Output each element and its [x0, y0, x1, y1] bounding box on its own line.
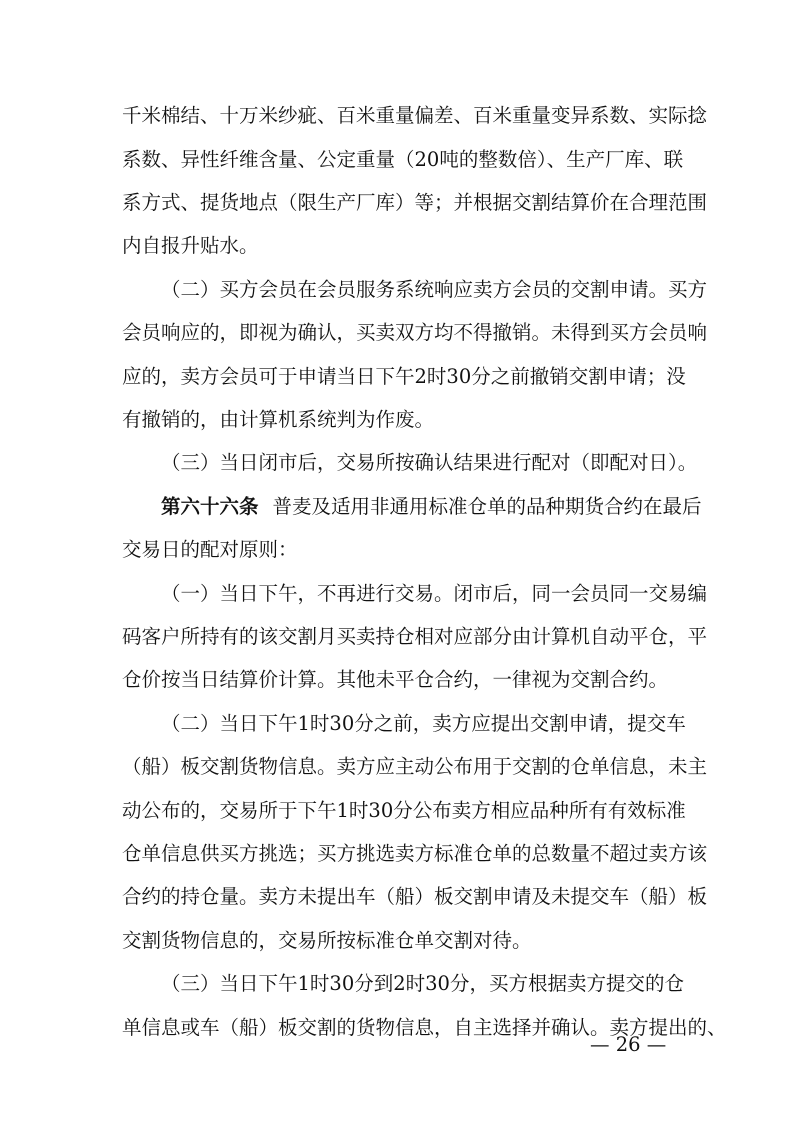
paragraph-line: （三）当日闭市后，交易所按确认结果进行配对（即配对日）。 [161, 451, 698, 474]
paragraph-line: 会员响应的，即视为确认，买卖双方均不得撤销。未得到买方会员响 [122, 321, 708, 344]
paragraph-line: 合约的持仓量。卖方未提出车（船）板交割申请及未提交车（船）板 [122, 885, 708, 908]
paragraph-line: 交易日的配对原则： [122, 538, 298, 561]
paragraph-line: （二）当日下午1时30分之前，卖方应提出交割申请，提交车 [161, 712, 686, 735]
paragraph-line: （船）板交割货物信息。卖方应主动公布用于交割的仓单信息，未主 [122, 755, 708, 778]
paragraph-line: （三）当日下午1时30分到2时30分，买方根据卖方提交的仓 [161, 972, 684, 995]
paragraph-line: 千米棉结、十万米纱疵、百米重量偏差、百米重量变异系数、实际捻 [122, 104, 708, 127]
paragraph-line: 动公布的，交易所于下午1时30分公布卖方相应品种所有有效标准 [122, 799, 686, 822]
paragraph-line: 系数、异性纤维含量、公定重量（20吨的整数倍）、生产厂库、联 [122, 148, 684, 171]
article-text: 普麦及适用非通用标准仓单的品种期货合约在最后 [272, 495, 702, 518]
page-number: — 26 — [590, 1033, 667, 1056]
article-number: 第六十六条 [161, 495, 259, 518]
article-heading-line [161, 494, 702, 520]
paragraph-line: 码客户所持有的该交割月买卖持仓相对应部分由计算机自动平仓，平 [122, 625, 708, 648]
paragraph-line: 系方式、提货地点（限生产厂库）等；并根据交割结算价在合理范围 [122, 191, 708, 214]
paragraph-line: 交割货物信息的，交易所按标准仓单交割对待。 [122, 929, 532, 952]
paragraph-line: （一）当日下午，不再进行交易。闭市后，同一会员同一交易编 [161, 582, 708, 605]
paragraph-line: 有撤销的，由计算机系统判为作废。 [122, 408, 435, 431]
paragraph-line: 仓单信息供买方挑选；买方挑选卖方标准仓单的总数量不超过卖方该 [122, 842, 708, 865]
paragraph-line: 内自报升贴水。 [122, 234, 259, 257]
paragraph-line: 应的，卖方会员可于申请当日下午2时30分之前撤销交割申请；没 [122, 365, 686, 388]
paragraph-line: 仓价按当日结算价计算。其他未平仓合约，一律视为交割合约。 [122, 668, 669, 691]
paragraph-line: （二）买方会员在会员服务系统响应卖方会员的交割申请。买方 [161, 278, 708, 301]
paragraph-line: 单信息或车（船）板交割的货物信息，自主选择并确认。卖方提出的、 [122, 1016, 727, 1039]
